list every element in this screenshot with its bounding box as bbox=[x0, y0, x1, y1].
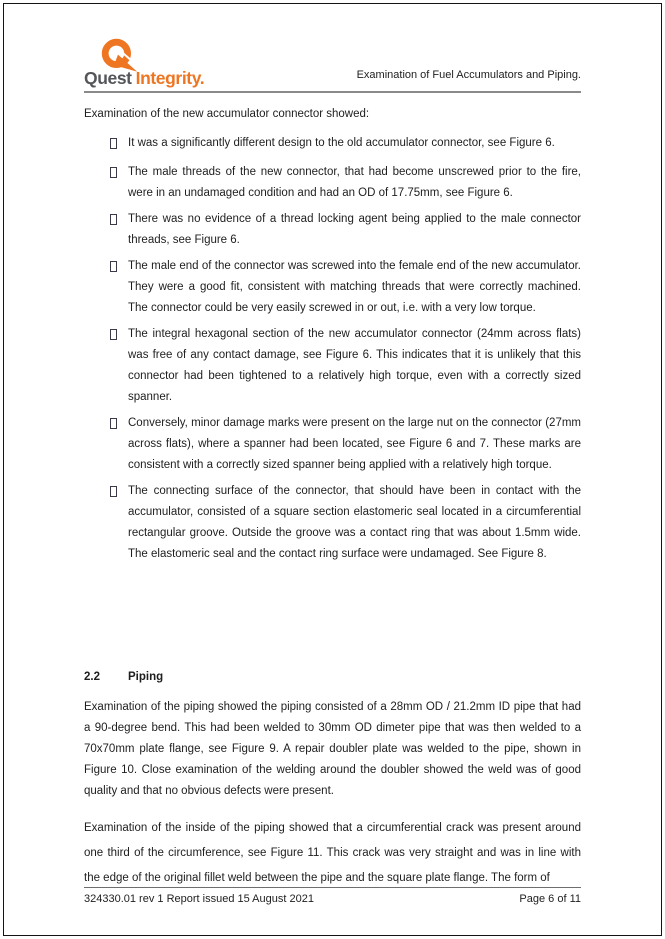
bullet-text: It was a significantly different design to the old accumulator connector, see Figure 6. bbox=[128, 137, 555, 149]
footer-report-id: 324330.01 rev 1 Report issued 15 August 2021 bbox=[84, 893, 314, 905]
bullet-list bbox=[84, 133, 581, 570]
bullet-icon bbox=[110, 214, 117, 225]
intro-paragraph: Examination of the new accumulator connector showed: bbox=[84, 108, 370, 120]
section-number: 2.2 bbox=[84, 671, 100, 683]
bullet-text: The connecting surface of the connector, that should have been in contact with the accumulator, consisted of a square section elastomeric seal located in a circumferential rectangular groove. Outside the groove was a contact ring that was about 1.5mm wide. The elastomeric seal and the contact ring surface were undamaged. See Figure 8. bbox=[128, 485, 581, 560]
section-title: Piping bbox=[128, 671, 164, 683]
page-footer bbox=[84, 893, 581, 905]
header-divider bbox=[84, 91, 581, 93]
bullet-text: The male end of the connector was screwed into the female end of the new accumulator. They were a good fit, consistent with matching threads that were correctly machined. The connector could be very easily screwed in or out, i.e. with a very low torque. bbox=[128, 260, 581, 314]
brand-period: . bbox=[199, 68, 205, 88]
quest-integrity-logo bbox=[84, 36, 304, 90]
section-heading bbox=[84, 666, 581, 688]
bullet-text: The integral hexagonal section of the new accumulator connector (24mm across flats) was free of any contact damage, see Figure 6. This indicates that it is unlikely that this connector had been tightened to a relatively high torque, even with a correctly sized spanner. bbox=[128, 328, 581, 403]
footer-divider bbox=[84, 887, 581, 888]
list-item bbox=[84, 209, 581, 251]
bullet-icon bbox=[110, 418, 117, 429]
bullet-text: There was no evidence of a thread locking agent being applied to the male connector threads, see Figure 6. bbox=[128, 213, 581, 246]
list-item bbox=[84, 413, 581, 476]
bullet-icon bbox=[110, 329, 117, 340]
body-paragraph: Examination of the piping showed the piping consisted of a 28mm OD / 21.2mm ID pipe that had a 90-degree bend. This had been welded to 30mm OD dimeter pipe that was then welded to a 70x70mm plate flange, see Figure 9. A repair doubler plate was welded to the pipe, shown in Figure 10. Close examination of the welding around the doubler showed the weld was of good quality and that no obvious defects were present. bbox=[84, 701, 581, 797]
brand-name-integrity: Integrity bbox=[135, 68, 200, 88]
footer-page-number: Page 6 of 11 bbox=[519, 893, 581, 905]
bullet-icon bbox=[110, 261, 117, 272]
brand-wordmark bbox=[84, 68, 204, 89]
list-item bbox=[84, 133, 581, 157]
list-item bbox=[84, 481, 581, 565]
brand-name-quest: Quest bbox=[84, 68, 132, 88]
document-header-title: Examination of Fuel Accumulators and Piping. bbox=[356, 69, 581, 81]
bullet-text: Conversely, minor damage marks were present on the large nut on the connector (27mm across flats), where a spanner had been located, see Figure 6 and 7. These marks are consistent with a correctly sized spanner being applied with a relatively high torque. bbox=[128, 417, 581, 471]
bullet-icon bbox=[110, 486, 117, 497]
bullet-icon bbox=[110, 138, 117, 149]
list-item bbox=[84, 324, 581, 408]
list-item bbox=[84, 256, 581, 319]
body-paragraph: Examination of the inside of the piping showed that a circumferential crack was present around one third of the circumference, see Figure 11. This crack was very straight and was in line with the edge of the original fillet weld between the pipe and the square plate flange. The form of bbox=[84, 822, 581, 884]
bullet-text: The male threads of the new connector, that had become unscrewed prior to the fire, were in an undamaged condition and had an OD of 17.75mm, see Figure 6. bbox=[128, 166, 581, 199]
bullet-icon bbox=[110, 167, 117, 178]
list-item bbox=[84, 162, 581, 204]
